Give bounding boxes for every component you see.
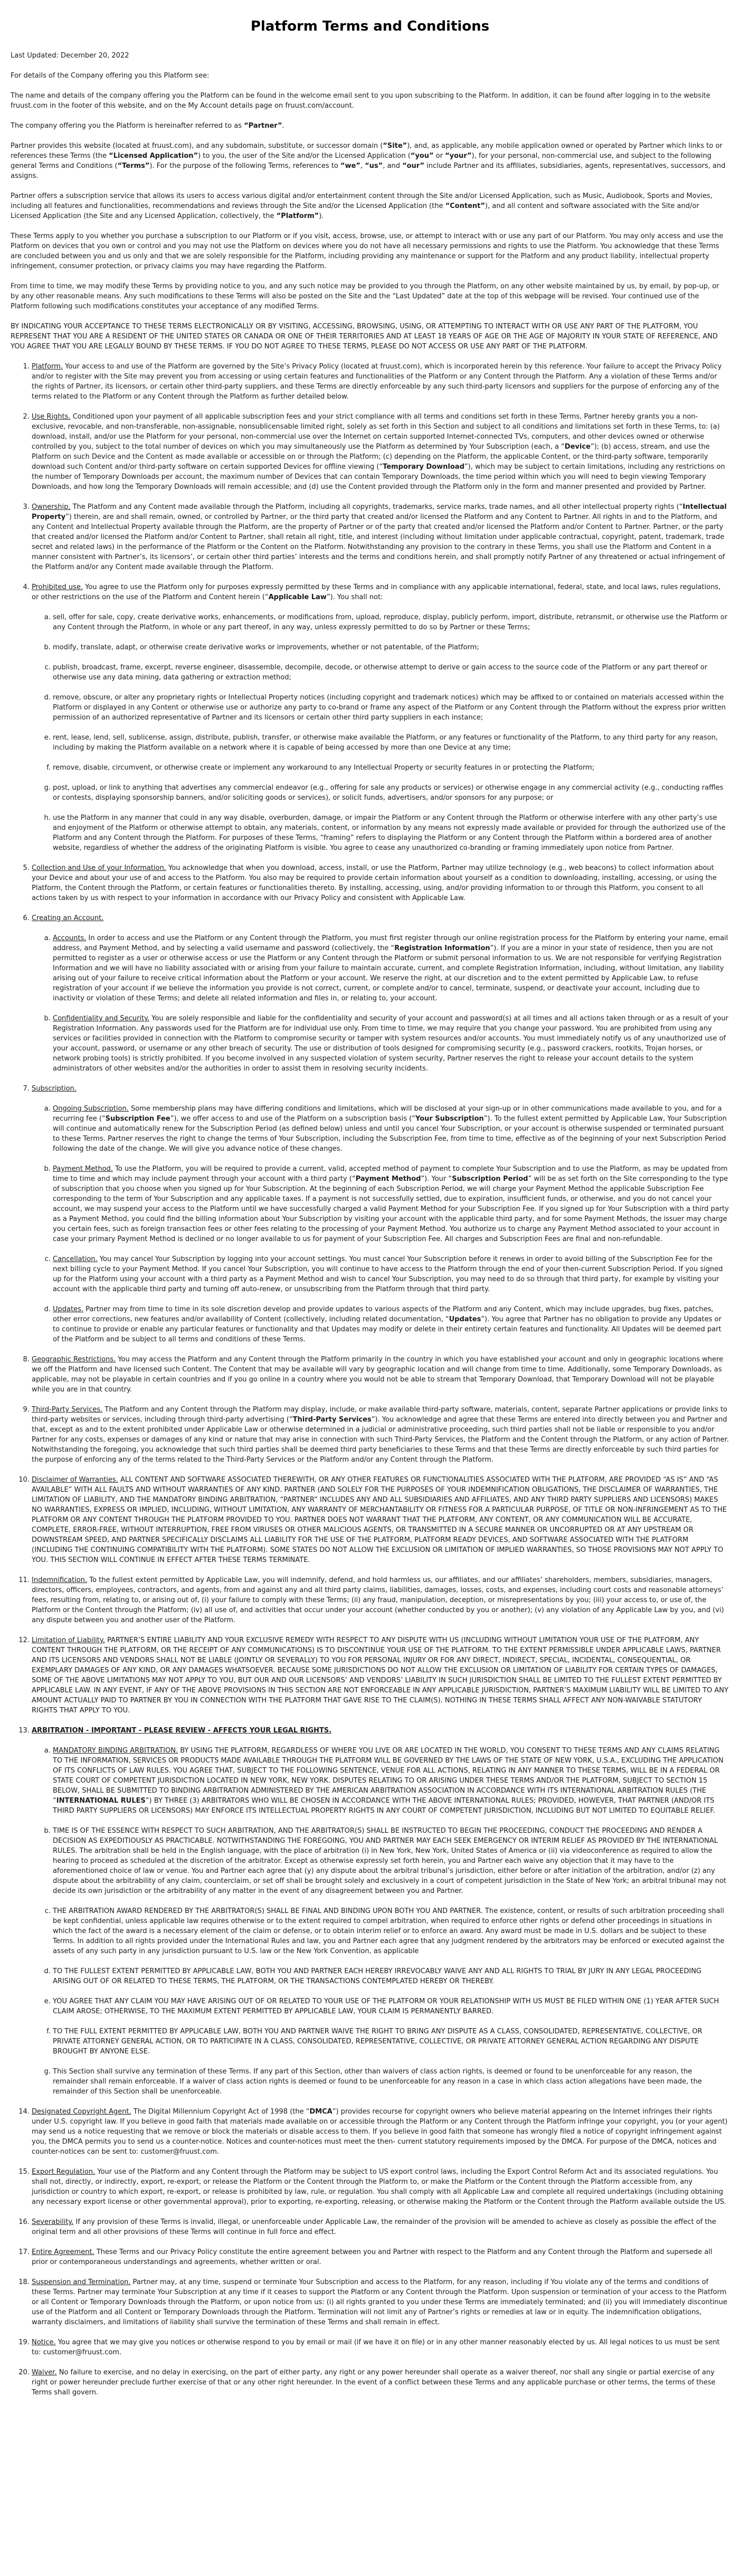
list-item: d. remove, obscure, or alter any proprietary rights or Intellectual Property notices (including copyright and trademark notices) which may be affixed to or contained on materials accessed within the Platform or displayed in any Content or otherwise use or authorize any party to co-brand or frame any aspect of the Platform or any Content through the Platform without the express prior written permission of an authorized representative of Partner and its licensors or certain other third party suppliers in each instance; (53, 693, 729, 723)
modify-paragraph: From time to time, we may modify these Terms by providing notice to you, and any such notice may be provided to you through the Platform, on any other website maintained by us, by email, by pop-up, or by any other reasonable means. Any such modifications to these Terms will also be posted on the Site and the “Last Updated” date at the top of this webpage will be revised. Your continued use of the Platform following such modifications constitutes your acceptance of any modified Terms. (11, 282, 719, 310)
subsection-updates: d. Updates. Partner may from time to time in its sole discretion develop and provide updates to various aspects of the Platform and any Content, which may include upgrades, bug fixes, patches, other error corrections, new features and/or availability of Content (collectively, including related documentation, “Updates”). You agree that Partner has no obligation to provide any Updates or to continue to provide or enable any particular features or functionality and that Updates may modify or delete in their entirety certain features and functionality. All Updates will be deemed part of the Platform and be subject to all terms and conditions of these Terms. (53, 1304, 729, 1344)
section-indemnification: 11. Indemnification. To the fullest extent permitted by Applicable Law, you will indemnify, defend, and hold harmless us, our affiliates, and our affiliates’ shareholders, members, subsidiaries, managers, directors, officers, employees, contractors, and agents, from and against any and all third party claims, liabilities, damages, losses, costs, and expenses, including court costs and reasonable attorneys’ fees, resulting from, relating to, or arising out of, (i) your failure to comply with these Terms; (ii) any fraud, manipulation, deception, or misrepresentations by you; (iii) your access to, or use of, the Platform or the Content through the Platform; (iv) all use of, and activities that occur under your account (whether conducted by you or another); (v) any violation of any Applicable Law by you, and (vi) any dispute between you and another user of the Platform. (32, 1575, 729, 1625)
section-limitation-liability: 12. Limitation of Liability. PARTNER’S ENTIRE LIABILITY AND YOUR EXCLUSIVE REMEDY WITH RESPECT TO ANY DISPUTE WITH US (INCLUDING WITHOUT LIMITATION YOUR USE OF THE PLATFORM, ANY CONTENT THROUGH THE PLATFORM, OR THE RECEIPT OF ANY COMMUNICATIONS) IS TO DISCONTINUE YOUR USE OF THE PLATFORM. TO THE EXTENT PERMISSIBLE UNDER APPLICABLE LAWS, PARTNER AND ITS LICENSORS AND VENDORS SHALL NOT BE LIABLE (JOINTLY OR SEVERALLY) TO YOU FOR PERSONAL INJURY OR FOR ANY DIRECT, INDIRECT, SPECIAL, INCIDENTAL, CONSEQUENTIAL, OR EXEMPLARY DAMAGES OF ANY KIND, OR ANY DAMAGES WHATSOEVER. BECAUSE SOME JURISDICTIONS DO NOT ALLOW THE EXCLUSION OR LIMITATION OF LIABILITY FOR CERTAIN TYPES OF DAMAGES, SOME OF THE ABOVE LIMITATIONS MAY NOT APPLY TO YOU, BUT OUR AND OUR LICENSORS’ AND VENDORS’ LIABILITY IN SUCH JURISDICTION SHALL BE LIMITED TO THE FULLEST EXTENT PERMITTED BY APPLICABLE LAW. IN ANY EVENT, IF ANY OF THE ABOVE PROVISIONS IN THIS SECTION ARE NOT ENFORCEABLE IN ANY APPLICABLE JURISDICTION, PARTNER’S MAXIMUM LIABILITY WILL BE LIMITED TO ANY AMOUNT ACTUALLY PAID TO PARTNER BY YOU IN CONNECTION WITH THE PLATFORM THAT GAVE RISE TO THE CLAIM(S). NOTHING IN THESE TERMS SHALL AFFECT ANY NON-WAIVABLE STATUTORY RIGHTS THAT APPLY TO YOU. (32, 1635, 729, 1716)
section-heading: Notice. (32, 2338, 56, 2346)
list-item: f. TO THE FULL EXTENT PERMITTED BY APPLICABLE LAW, BOTH YOU AND PARTNER WAIVE THE RIGHT TO BRING ANY DISPUTE AS A CLASS, CONSOLIDATED, REPRESENTATIVE, COLLECTIVE, OR PRIVATE ATTORNEY GENERAL ACTION, OR TO PARTICIPATE IN A CLASS, CONSOLIDATED, REPRESENTATIVE, COLLECTIVE, OR PRIVATE ATTORNEY GENERAL ACTION REGARDING ANY DISPUTE BROUGHT BY ANYONE ELSE. (53, 2026, 729, 2057)
arbitration-list (32, 1746, 729, 2097)
subsection-cancellation: c. Cancellation. You may cancel Your Subscription by logging into your account settings. You must cancel Your Subscription before it renews in order to avoid billing of the Subscription Fee for the next billing cycle to your Payment Method. If you cancel Your Subscription, you will continue to have access to the Platform through the end of your then-current Subscription Period. If you signed up for the Platform using your account with a third party as a Payment Method and wish to cancel Your Subscription, you may need to do so through that third party, for example by visiting your account with the applicable third party and turning off auto-renew, or unsubscribing from the Platform through that third party. (53, 1254, 729, 1294)
defined-term: “us” (365, 162, 383, 170)
defined-term: “your” (445, 152, 472, 160)
list-item: g. This Section shall survive any termination of these Terms. If any part of this Section, other than waivers of class action rights, is deemed or found to be unenforceable for any reason, the remainder shall remain enforceable. If a waiver of class action rights is deemed or found to be unenforceable for any reason in a case in which class action allegations have been made, the remainder of this Section shall be unenforceable. (53, 2067, 729, 2097)
section-platform: 1. Platform. Your access to and use of the Platform are governed by the Site’s Privacy Policy (located at fruust.com), which is incorporated herein by this reference. Your failure to accept the Privacy Policy and/or to register with the Site may prevent you from accessing or using certain features and functionalities of the Platform or any Content through the Platform. Any a violation of these Terms and/or the rights of Partner, its licensors, or certain other third-party suppliers, and these Terms are directly enforceable by any such third-party licensors and suppliers for the purpose of enforcing any of the terms related to the Platform or any Content through the Platform as further detailed below. (32, 362, 729, 402)
subscription-list (32, 1104, 729, 1344)
section-heading: Collection and Use of your Information. (32, 864, 166, 872)
defined-term: “Site” (383, 142, 407, 150)
section-arbitration (32, 1726, 729, 2097)
section-heading: Limitation of Liability. (32, 1636, 105, 1644)
list-item: e. rent, lease, lend, sell, sublicense, assign, distribute, publish, transfer, or otherwise make available the Platform, or any features or functionality of the Platform, to any third party for any reason, including by making the Platform available on a network where it is capable of being accessed by more than one Device at any time; (53, 733, 729, 753)
list-item: g. post, upload, or link to anything that advertises any commercial endeavor (e.g., offering for sale any products or services) or otherwise engage in any commercial activity (e.g., conducting raffles or contests, displaying sponsorship banners, and/or soliciting goods or services), or solicit funds, advertisers, and/or sponsors for any purpose; or (53, 783, 729, 803)
section-heading: Suspension and Termination. (32, 2278, 131, 2286)
page-title: Platform Terms and Conditions (250, 18, 490, 34)
section-entire-agreement: 17. Entire Agreement. These Terms and our Privacy Policy constitute the entire agreement between you and Partner with respect to the Platform and any Content through the Platform and supersede all prior or contemporaneous understandings and agreements, whether written or oral. (32, 2247, 729, 2267)
section-waiver: 20. Waiver. No failure to exercise, and no delay in exercising, on the part of either party, any right or any power hereunder shall operate as a waiver thereof, nor shall any single or partial exercise of any right or power hereunder preclude further exercise of that or any other right hereunder. In the event of a conflict between these Terms and any applicable purchase or other terms, the terms of these Terms shall govern. (32, 2367, 729, 2398)
defined-term: “Licensed Application” (109, 152, 198, 160)
list-item: h. use the Platform in any manner that could in any way disable, overburden, damage, or impair the Platform or any Content through the Platform or otherwise interfere with any other party’s use and enjoyment of the Platform or otherwise attempt to obtain, any materials, content, or information by any means not expressly made available or provided for through the authorized use of the Platform and any Content through the Platform. For purposes of these Terms, “framing” refers to displaying the Platform or any Content through the Platform within a bordered area of another website, regardless of whether the address of the originating Platform is visible. You agree to cease any unauthorized co-branding or framing immediately upon notice from Partner. (53, 813, 729, 853)
section-prohibited-use: 4. Prohibited use. You agree to use the Platform only for purposes expressly permitted by these Terms and in compliance with any applicable international, federal, state, and local laws, rules regulations, or other restrictions on the use of the Platform and Content herein (“Applicable Law”). You shall not: a. sell, offer for sale, copy, create derivative works, enhancements, or modifications from, upload, reproduce, display, publicly perform, import, distribute, retransmit, or otherwise use the Platform or any Content through the Platform, in whole or any part thereof, in any way, unless expressly permitted to do so by Partner or these Terms; b. modify, translate, adapt, or otherwise create derivative works or improvements, whether or not patentable, of the Platform; c. publish, broadcast, frame, excerpt, reverse engineer, disassemble, decompile, decode, or otherwise attempt to derive or gain access to the source code of the Platform or any part thereof or otherwise use any data mining, data gathering or extraction method; d. remove, obscure, or alter any proprietary rights or Intellectual Property notices (including copyright and trademark notices) which may be affixed to or contained on materials accessed within the Platform or displayed in any Content or otherwise use or authorize any party to co-brand or frame any aspect of the Platform or any Content through the Platform without the express prior written permission of an authorized representative of Partner and its licensors or certain other third party suppliers in each instance; e. rent, lease, lend, sell, sublicense, assign, distribute, publish, transfer, or otherwise make available the Platform, or any features or functionality of the Platform, to any third party for any reason, including by making the Platform available on a network where it is capable of being accessed by more than one Device at any time; f. remove, disable, circumvent, or otherwise create or implement any workaround to any Intellectual Property or security features in or protecting the Platform; g. post, upload, or link to anything that advertises any commercial endeavor (e.g., offering for sale any products or services) or otherwise engage in any commercial activity (e.g., conducting raffles or contests, displaying sponsorship banners, and/or soliciting goods or services), or solicit funds, advertisers, and/or sponsors for any purpose; or h. use the Platform in any manner that could in any way disable, overburden, damage, or impair the Platform or any Content through the Platform or otherwise interfere with any other party’s use and enjoyment of the Platform or otherwise attempt to obtain, any materials, content, or information by any means not expressly made available or provided for through the authorized use of the Platform and any Content through the Platform. For purposes of these Terms, “framing” refers to displaying the Platform or any Content through the Platform within a bordered area of another website, regardless of whether the address of the originating Platform is visible. You agree to cease any unauthorized co-branding or framing immediately upon notice from Partner. (32, 582, 729, 853)
subsection-ongoing-subscription: a. Ongoing Subscription. Some membership plans may have differing conditions and limitations, which will be disclosed at your sign-up or in other communications made available to you, and for a recurring fee (“Subscription Fee”), we offer access to and use of the Platform on a subscription basis (“Your Subscription”). To the fullest extent permitted by Applicable Law, Your Subscription will continue and automatically renew for the Subscription Period (as defined below) unless and until you cancel Your Subscription, or your account is otherwise suspended or terminated pursuant to these Terms. Partner reserves the right to change the terms of Your Subscription, including the Subscription Fee, from time to time, effective as of the beginning of your next Subscription Period following the date of the change. We will give you advance notice of these changes. (53, 1104, 729, 1154)
list-item: b. modify, translate, adapt, or otherwise create derivative works or improvements, whether or not patentable, of the Platform; (53, 642, 729, 652)
prohibited-use-list (32, 612, 729, 853)
list-item: c. THE ARBITRATION AWARD RENDERED BY THE ARBITRATOR(S) SHALL BE FINAL AND BINDING UPON BOTH YOU AND PARTNER. The existence, content, or results of such arbitration proceeding shall be kept confidential, unless applicable law requires otherwise or to the extent required to compel arbitration, when required to enforce other rights or defend other proceedings in situations in which the fact of the award is a necessary element of the claim or defense, or to obtain interim relief or to enforce an award. Any award must be made in U.S. dollars and be subject to these Terms. In addition to all rights provided under the International Rules and law, you and Partner each agree that any judgment rendered by the arbitrators may be enforced or executed against the assets of any such party in any jurisdiction pursuant to U.S. law or the New York Convention, as applicable (53, 1906, 729, 1956)
defined-term: “you” (410, 152, 434, 160)
defined-term: “we” (340, 162, 360, 170)
section-heading: Use Rights. (32, 413, 71, 421)
section-copyright-agent: 14. Designated Copyright Agent. The Digital Millennium Copyright Act of 1998 (the “DMCA”) provides recourse for copyright owners who believe material appearing on the Internet infringes their rights under U.S. copyright law. If you believe in good faith that materials made available on or accessible through the Platform or any Content through the Platform infringe your copyright, you (or your agent) may send us a notice requesting that we remove or block the materials or disable access to them. If you believe in good faith that someone has wrongly filed a notice of copyright infringement against you, the DMCA permits you to send us a counter-notice. Notices and counter-notices must meet the then- current statutory requirements imposed by the DMCA. For purpose of the DMCA, notices and counter-notices can be sent to: customer@fruust.com. (32, 2107, 729, 2157)
section-creating-account (32, 913, 729, 1074)
company-details: The name and details of the company offering you the Platform can be found in the welcome email sent to you upon subscribing to the Platform. In addition, it can be found after logging in to the website fruust.com in the footer of this website, and on the My Account details page on fruust.com/account. (11, 92, 710, 110)
list-item: f. remove, disable, circumvent, or otherwise create or implement any workaround to any Intellectual Property or security features in or protecting the Platform; (53, 763, 729, 773)
apply-paragraph: These Terms apply to you whether you purchase a subscription to our Platform or if you visit, access, browse, use, or attempt to interact with or use any part of our Platform. You may only access and use the Platform on devices that you own or control and you may not use the Platform on devices where you do not have all necessary permissions and rights to use the Platform. You acknowledge that these Terms are concluded between you and us only and that we are solely responsible for the Platform, including providing any maintenance or support for the Platform and any product liability, intellectual property infringement, consumer protection, or privacy claims you may have regarding the Platform. (11, 232, 724, 270)
section-heading: Waiver. (32, 2369, 57, 2376)
section-heading: Geographic Restrictions. (32, 1356, 116, 1363)
subsection-confidentiality: b. Confidentiality and Security. You are solely responsible and liable for the confidentiality and security of your account and password(s) at all times and all actions taken through or as a result of your Registration Information. Any passwords used for the Platform are for individual use only. From time to time, we may require that you change your password. You are prohibited from using any services or facilities provided in connection with the Platform to compromise security or tamper with system resources and/or accounts. You must immediately notify us of any unauthorized use of your account, password, or username or any other breach of security. The use or distribution of tools designed for compromising security (e.g., password crackers, rootkits, Trojan horses, or network probing tools) is strictly prohibited. If you become involved in any suspected violation of system security, Partner reserves the right to release your account details to the system administrators of other websites and/or the authorities in order to assist them in resolving security incidents. (53, 1014, 729, 1074)
defined-term: “Platform” (276, 212, 319, 220)
subsection-mandatory-arbitration: a. MANDATORY BINDING ARBITRATION. BY USING THE PLATFORM, REGARDLESS OF WHERE YOU LIVE OR ARE LOCATED IN THE WORLD, YOU CONSENT TO THESE TERMS AND ANY CLAIMS RELATING TO THE INFORMATION, SERVICES OR PRODUCTS MADE AVAILABLE THROUGH THE PLATFORM WILL BE GOVERNED BY THE LAWS OF THE STATE OF NEW YORK, U.S.A., EXCLUDING THE APPLICATION OF ITS CONFLICTS OF LAW RULES. YOU AGREE THAT, SUBJECT TO THE FOLLOWING SENTENCE, VENUE FOR ALL ACTIONS, RELATING IN ANY MANNER TO THESE TERMS, WILL BE IN A FEDERAL OR STATE COURT OF COMPETENT JURISDICTION LOCATED IN NEW YORK, NEW YORK. DISPUTES RELATING TO OR ARISING UNDER THESE TERMS AND/OR THE PLATFORM, SUBJECT TO SECTION 15 BELOW, SHALL BE SUBMITTED TO BINDING ARBITRATION ADMINISTERED BY THE AMERICAN ARBITRATION ASSOCIATION IN ACCORDANCE WITH ITS INTERNATIONAL ARBITRATION RULES (THE “INTERNATIONAL RULES”) BY THREE (3) ARBITRATORS WHO WILL BE CHOSEN IN ACCORDANCE WITH THE ABOVE INTERNATIONAL RULES; PROVIDED, HOWEVER, THAT PARTNER (AND/OR ITS THIRD PARTY SUPPLIERS OR LICENSORS) MAY ENFORCE ITS INTELLECTUAL PROPERTY RIGHTS IN ANY COURT OF COMPETENT JURISDICTION, INCLUDING BUT NOT LIMITED TO EQUITABLE RELIEF. (53, 1746, 729, 1816)
section-heading: Ownership. (32, 503, 71, 511)
section-use-rights: 2. Use Rights. Conditioned upon your payment of all applicable subscription fees and your strict compliance with all terms and conditions set forth in these Terms, Partner hereby grants you a non-exclusive, revocable, and non-transferable, non-assignable, nonsublicensable limited right, solely as set forth in this Section and subject to all conditions and limitations set forth in these Terms, to: (a) download, install, and/or use the Platform for your personal, non-commercial use over the Internet on certain supported Internet-connected TVs, computers, and other devices owned or otherwise controlled by you, subject to the total number of devices on which you may simultaneously use the Platform as determined by Your Subscription (each, a “Device”); (b) access, stream, and use the Platform on such Device and the Content as made available or accessible on or through the Platform; (c) depending on the Platform, the applicable Content, or the third-party software, temporarily download such Content and/or third-party software on certain supported Devices for offline viewing (“Temporary Download”), which may be subject to certain limitations, including any restrictions on the number of Temporary Downloads per account, the maximum number of Devices that can contain Temporary Downloads, the time period within which you will need to begin viewing Temporary Downloads, and how long the Temporary Downloads will remain accessible; and (d) use the Content provided through the Platform only in the form and manner presented and provided by Partner. (32, 412, 729, 492)
section-collection-information: 5. Collection and Use of your Information. You acknowledge that when you download, access, install, or use the Platform, Partner may utilize technology (e.g., web beacons) to collect information about your Device and about your use of and access to the Platform. You also may be required to provide certain information about yourself as a condition to downloading, installing, accessing, or using the Platform, the Content through the Platform, or certain features or functionalities thereto. By installing, accessing, using, and/or providing information to or through this Platform, you consent to all actions taken by us with respect to your information in accordance with our Privacy Policy and consistent with Applicable Law. (32, 863, 729, 903)
section-heading: Severability. (32, 2218, 74, 2226)
offers-paragraph: Partner offers a subscription service that allows its users to access various digital and/or entertainment content through the Site and/or Licensed Application, such as Music, Audiobook, Sports and Movies, including all features and functionalities, recommendations and reviews through the Site and/or the Licensed Application (the “Content”), and all content and software associated with the Site and/or Licensed Application (the Site and any Licensed Application, collectively, the “Platform”). (11, 192, 713, 220)
section-heading: Entire Agreement. (32, 2248, 94, 2256)
section-heading: Disclaimer of Warranties. (32, 1476, 118, 1484)
subsection-payment-method: b. Payment Method. To use the Platform, you will be required to provide a current, valid, accepted method of payment to complete Your Subscription and to use the Platform, as may be updated from time to time and which may include payment through your account with a third party (“Payment Method”). Your “Subscription Period” will be as set forth on the Site corresponding to the type of subscription that you choose when you signed up for Your Subscription. At the beginning of each Subscription Period, we will charge your Payment Method the applicable Subscription Fee corresponding to the term of Your Subscription and any applicable taxes. If a payment is not successfully settled, due to expiration, insufficient funds, or otherwise, and you do not cancel your account, we may suspend your access to the Platform until we have successfully charged a valid Payment Method for your Subscription Fee. If you signed up for Your Subscription with a third party as a Payment Method, you could find the billing information about Your Subscription by visiting your account with the applicable third party, and for some Payment Methods, the issuer may charge you certain fees, such as foreign transaction fees or other fees relating to the processing of your Payment Method. You authorize us to charge any Payment Method associated to your account in case your primary Payment Method is declined or no longer available to us for payment of your Subscription Fee. All charges and Subscription Fees are final and non-refundable. (53, 1164, 729, 1244)
section-heading: Creating an Account. (32, 914, 104, 922)
section-heading: Export Regulation. (32, 2168, 96, 2176)
list-item: e. YOU AGREE THAT ANY CLAIM YOU MAY HAVE ARISING OUT OF OR RELATED TO YOUR USE OF THE PLATFORM OR YOUR RELATIONSHIP WITH US MUST BE FILED WITHIN ONE (1) YEAR AFTER SUCH CLAIM AROSE; OTHERWISE, TO THE MAXIMUM EXTENT PERMITTED BY APPLICABLE LAW, YOUR CLAIM IS PERMANENTLY BARRED. (53, 1996, 729, 2016)
provides-paragraph: Partner provides this website (located at fruust.com), and any subdomain, substitute, or successor domain (“Site”), and, as applicable, any mobile application owned or operated by Partner which links to or references these Terms (the “Licensed Application”) to you, the user of the Site and/or the Licensed Application (“you” or “your”), for your personal, non-commercial use, and subject to the following general Terms and Conditions (“Terms”). For the purpose of the following Terms, references to “we”, “us”, and “our” include Partner and its affiliates, subsidiaries, agents, representatives, successors, and assigns. (11, 142, 726, 180)
list-item: b. TIME IS OF THE ESSENCE WITH RESPECT TO SUCH ARBITRATION, AND THE ARBITRATOR(S) SHALL BE INSTRUCTED TO BEGIN THE PROCEEDING, CONDUCT THE PROCEEDING AND RENDER A DECISION AS EXPEDITIOUSLY AS PRACTICABLE. NOTWITHSTANDING THE FOREGOING, YOU AND PARTNER MAY EACH SEEK EMERGENCY OR INTERIM RELIEF AS PROVIDED BY THE INTERNATIONAL RULES. The arbitration shall be held in the English language, with the place of arbitration (i) in New York, New York, United States of America or (ii) via videoconference as required to allow the hearing to proceed as scheduled at the discretion of the arbitrator. Except as otherwise expressly set forth herein, you and Partner each waive any objection that it may have to the aforementioned choice of law or venue. You and Partner each agree that (y) any dispute about the arbitral tribunal’s jurisdiction, either before or after initiation of the arbitration, and/or (z) any dispute about the arbitrability of any claim, counterclaim, or set off shall be brought solely and exclusively in a court of competent jurisdiction in the State of New York; an arbitral tribunal may not decide its own jurisdiction or the arbitrability of any matter in the event of any disagreement between you and Partner. (53, 1826, 729, 1896)
section-heading: Indemnification. (32, 1576, 88, 1584)
section-heading: Subscription. (32, 1085, 77, 1093)
section-disclaimer-warranties: 10. Disclaimer of Warranties. ALL CONTENT AND SOFTWARE ASSOCIATED THEREWITH, OR ANY OTHER FEATURES OR FUNCTIONALITIES ASSOCIATED WITH THE PLATFORM, ARE PROVIDED “AS IS” AND “AS AVAILABLE” WITH ALL FAULTS AND WITHOUT WARRANTIES OF ANY KIND. PARTNER (AND SOLELY FOR THE PURPOSES OF YOUR INDEMNIFICATION OBLIGATIONS, THE DISCLAIMER OF WARRANTIES, THE LIMITATION OF LIABILITY, AND THE MANDATORY BINDING ARBITRATION, “PARTNER” INCLUDES ANY AND ALL SUBSIDIARIES AND AFFILIATES, AND ANY THIRD PARTY SUPPLIERS AND LICENSORS) MAKES NO WARRANTIES, EXPRESS OR IMPLIED, INCLUDING, WITHOUT LIMITATION, ANY WARRANTY OF MERCHANTABILITY OR FITNESS FOR A PARTICULAR PURPOSE, OF TITLE OR NON-INFRINGEMENT AS TO THE PLATFORM OR ANY CONTENT THROUGH THE PLATFORM PROVIDED TO YOU. PARTNER DOES NOT WARRANT THAT THE PLATFORM, ANY CONTENT, OR ANY COMMUNICATION WILL BE ACCURATE, COMPLETE, ERROR-FREE, WITHOUT INTERRUPTION, FREE FROM VIRUSES OR OTHER MALICIOUS AGENTS, OR TRANSMITTED IN A SECURE MANNER OR UNCORRUPTED OR AT ANY UPSTREAM OR DOWNSTREAM SPEED, AND PARTNER SPECIFICALLY DISCLAIMS ALL LIABILITY FOR THE USE OF THE PLATFORM, PLATFORM READY DEVICES, AND SOFTWARE ASSOCIATED WITH THE PLATFORM (INCLUDING THE CONTINUING COMPATIBILITY WITH THE PLATFORM). SOME STATES DO NOT ALLOW THE EXCLUSION OR LIMITATION OF IMPLIED WARRANTIES, SO THOSE PROVISIONS MAY NOT APPLY TO YOU. THIS SECTION WILL CONTINUE IN EFFECT AFTER THESE TERMS TERMINATE. (32, 1475, 729, 1565)
section-severability: 16. Severability. If any provision of these Terms is invalid, illegal, or unenforceable under Applicable Law, the remainder of the provision will be amended to achieve as closely as possible the effect of the original term and all other provisions of these Terms will continue in full force and effect. (32, 2217, 729, 2237)
section-heading: Third-Party Services. (32, 1406, 103, 1414)
partner-definition: The company offering you the Platform is hereinafter referred to as “Partner”. (11, 122, 284, 130)
section-ownership: 3. Ownership. The Platform and any Content made available through the Platform, including all copyrights, trademarks, service marks, trade names, and all other intellectual property rights (“Intellectual Property”) therein, are and shall remain, owned, or controlled by Partner, or the third party that created and/or licensed the Platform and any Content to Partner. All rights in and to the Platform, and any Content and Intellectual Property available through the Platform, are the property of Partner or of the party that created and/or licensed the Platform and/or Content to Partner. Partner, or the party that created and/or licensed the Platform and/or Content to Partner, shall retain all right, title, and interest (including without limitation under applicable contractual, copyright, patent, trademark, trade secret and related laws) in the performance of the Platform or the Content on the Platform. Notwithstanding any provision to the contrary in these Terms, you shall use the Platform and Content in a manner consistent with Partner’s, its licensors’, or certain other third parties’ interests and the terms and conditions herein, and shall promptly notify Partner of any threatened or actual infringement of the Platform and/or any Content made available through the Platform. (32, 502, 729, 572)
subsection-accounts: a. Accounts. In order to access and use the Platform or any Content through the Platform, you must first register through our online registration process for the Platform by entering your name, email address, and Payment Method, and by selecting a valid username and password (collectively, the “Registration Information”). If you are a minor in your state of residence, then you are not permitted to register as a user or otherwise access or use the Platform or any Content through the Platform or submit personal information to us. We are not responsible for verifying Registration Information and we will have no liability associated with or arising from your failure to maintain accurate, current, and complete Registration Information, including, without limitation, any liability arising out of your failure to receive critical information about the Platform or your account. We reserve the right, at our discretion and to the extent permitted by Applicable Law, to refuse registration of your account if we believe the information you provide is not correct, current, or complete and/or to cancel, terminate, suspend, or deactivate your account, including due to inactivity or violation of these Terms; and delete all related information and files in, or relating to, your account. (53, 933, 729, 1003)
defined-term: “Terms” (117, 162, 150, 170)
section-heading: Designated Copyright Agent. (32, 2108, 131, 2116)
acceptance-paragraph: BY INDICATING YOUR ACCEPTANCE TO THESE TERMS ELECTRONICALLY OR BY VISITING, ACCESSING, BROWSING, USING, OR ATTEMPTING TO INTERACT WITH OR USE ANY PART OF THE PLATFORM, YOU REPRESENT THAT YOU ARE A RESIDENT OF THE UNITED STATES OR CANADA OR ONE OF THEIR TERRITORIES AND AT LEAST 18 YEARS OF AGE OR THE AGE OF MAJORITY IN YOUR STATE OF REFERENCE, AND YOU AGREE THAT YOU ARE LEGALLY BOUND BY THESE TERMS. IF YOU DO NOT AGREE TO THESE TERMS, PLEASE DO NOT ACCESS OR USE ANY PART OF THE PLATFORM. (11, 323, 718, 351)
company-details-lead: For details of the Company offering you this Platform see: (11, 72, 210, 80)
defined-term: “Content” (445, 202, 485, 210)
account-list (32, 933, 729, 1074)
section-heading: Prohibited use. (32, 583, 83, 591)
section-third-party-services: 9. Third-Party Services. The Platform and any Content through the Platform may display, include, or make available third-party software, materials, content, separate Partner applications or provide links to third-party websites or services, including through third-party advertising (“Third-Party Services”). You acknowledge and agree that these Terms are entered into directly between you and Partner and that, except as and to the extent prohibited under Applicable Law or otherwise determined in a judicial or administrative proceeding, such third parties shall not be liable or responsible to you and/or Partner for any costs, expenses or damages of any kind or nature that may arise in connection with such Third-Party Services, the Platform and the Content through the Platform, or any action of Partner. Notwithstanding the foregoing, you acknowledge that such third parties shall be deemed third party beneficiaries to these Terms and that these Terms are directly enforceable by such third parties for the purpose of enforcing any of the terms related to the Third-Party Services or the Platform and/or any Content through the Platform. (32, 1405, 729, 1465)
section-heading: Platform. (32, 363, 63, 371)
list-item: c. publish, broadcast, frame, excerpt, reverse engineer, disassemble, decompile, decode, or otherwise attempt to derive or gain access to the source code of the Platform or any part thereof or otherwise use any data mining, data gathering or extraction method; (53, 662, 729, 683)
section-notice: 19. Notice. You agree that we may give you notices or otherwise respond to you by email or mail (if we have it on file) or in any other manner reasonably elected by us. All legal notices to us must be sent to: customer@fruust.com. (32, 2337, 729, 2357)
section-geographic-restrictions: 8. Geographic Restrictions. You may access the Platform and any Content through the Platform primarily in the country in which you have established your account and only in geographic locations where we off the Platform and have licensed such Content. The Content that may be available will vary by geographic location and will change from time to time. Additionally, some Temporary Downloads, as applicable, may not be playable in certain countries and if you go online in a country where you would not be able to stream that Temporary Download, that Temporary Download will not be playable while you are in that country. (32, 1355, 729, 1395)
list-item: d. TO THE FULLEST EXTENT PERMITTED BY APPLICABLE LAW, BOTH YOU AND PARTNER EACH HEREBY IRREVOCABLY WAIVE ANY AND ALL RIGHTS TO TRIAL BY JURY IN ANY LEGAL PROCEEDING ARISING OUT OF OR RELATED TO THESE TERMS, THE PLATFORM, OR THE TRANSACTIONS CONTEMPLATED HEREBY OR THEREBY. (53, 1966, 729, 1986)
last-updated: Last Updated: December 20, 2022 (11, 52, 129, 60)
list-item: a. sell, offer for sale, copy, create derivative works, enhancements, or modifications from, upload, reproduce, display, publicly perform, import, distribute, retransmit, or otherwise use the Platform or any Content through the Platform, in whole or any part thereof, in any way, unless expressly permitted to do so by Partner or these Terms; (53, 612, 729, 632)
section-suspension-termination: 18. Suspension and Termination. Partner may, at any time, suspend or terminate Your Subscription and access to the Platform, for any reason, including if You violate any of the terms and conditions of these Terms. Partner may terminate Your Subscription at any time if it ceases to support the Platform or any Content through the Platform. Upon suspension or termination of your access to the Platform or all Content or Temporary Downloads through the Platform, or upon notice from us: (i) all rights granted to you under these Terms are immediately terminated; and (ii) you will immediately discontinue use of the Platform and all Content or Temporary Downloads through the Platform. Termination will not limit any of Partner’s rights or remedies at law or in equity. The indemnification obligations, warranty disclaimers, and limitations of liability shall survive the termination of these Terms and shall remain in effect. (32, 2277, 729, 2327)
defined-term: “Partner” (244, 122, 282, 130)
section-subscription (32, 1084, 729, 1344)
terms-sections (11, 362, 729, 2398)
defined-term: “our” (402, 162, 424, 170)
section-export-regulation: 15. Export Regulation. Your use of the Platform and any Content through the Platform may be subject to US export control laws, including the Export Control Reform Act and its associated regulations. You shall not, directly, or indirectly, export, re-export, or release the Platform or the Content through the Platform to, or make the Platform or the Content through the Platform accessible from, any jurisdiction or country to which export, re-export, or release is prohibited by law, rule, or regulation. You shall comply with all Applicable Law and complete all required undertakings (including obtaining any necessary export license or other governmental approval), prior to exporting, re-exporting, releasing, or otherwise making the Platform or the Content through the Platform available outside the US. (32, 2167, 729, 2207)
section-heading: ARBITRATION - IMPORTANT - PLEASE REVIEW - AFFECTS YOUR LEGAL RIGHTS. (32, 1727, 332, 1735)
